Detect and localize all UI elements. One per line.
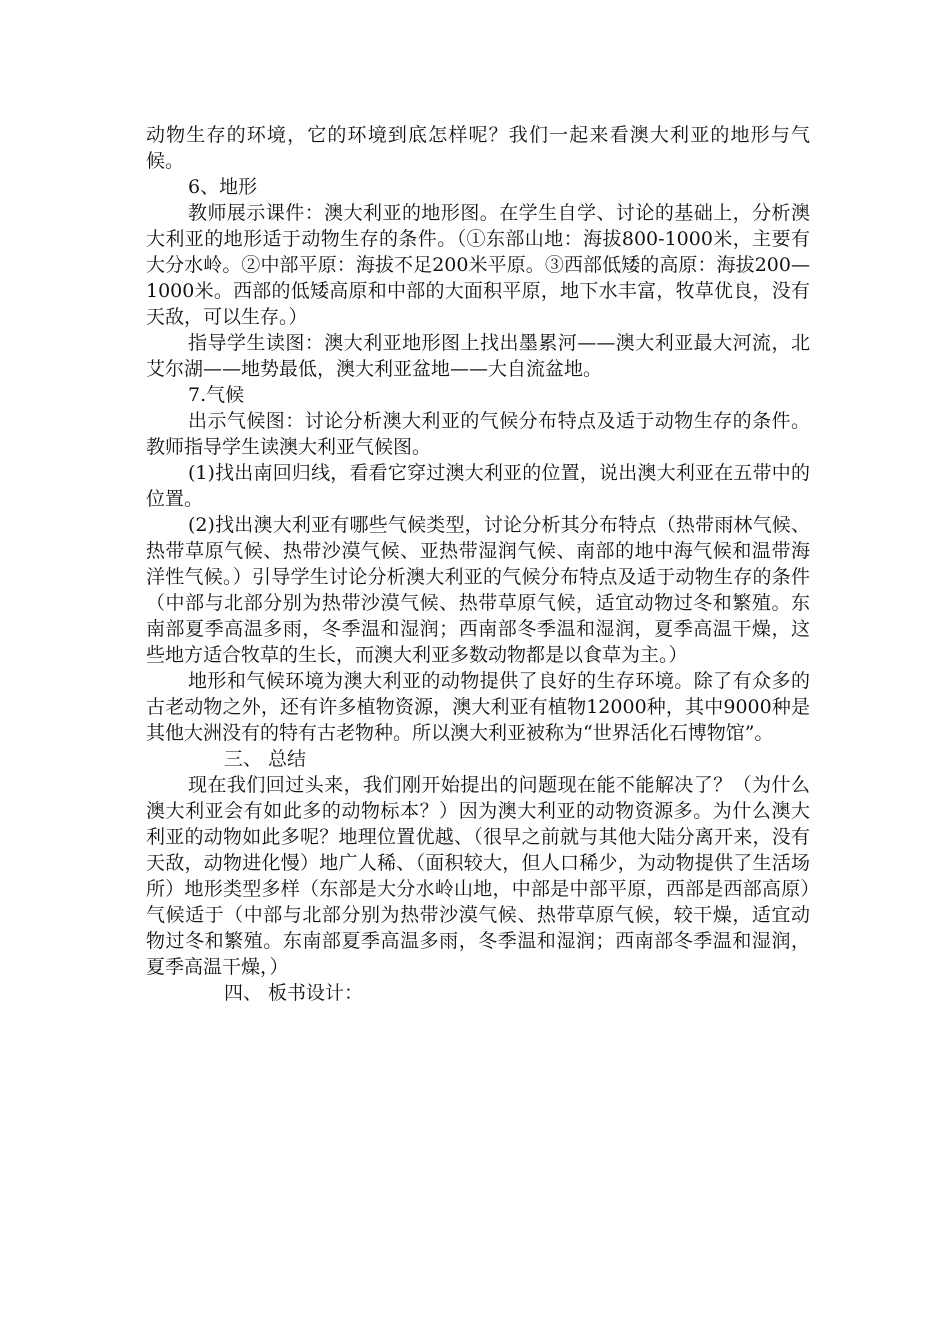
section-heading-board-design: 四、 板书设计：: [224, 982, 364, 1004]
heading-terrain: 6、地形: [188, 176, 258, 198]
paragraph-climate-step-2: (2)找出澳大利亚有哪些气候类型，讨论分析其分布特点（热带雨林气候、热带草原气候、热带沙漠气候、亚热带湿润气候、南部的地中海气候和温带海洋性气候。）引导学生讨论分析澳大利亚的气候分布特点及适于动物生存的条件（中部与北部分别为热带沙漠气候、热带草原气候，适宜动物过冬和繁殖。东南部夏季高温多雨，冬季温和湿润；西南部冬季温和湿润，夏季高温干燥，这些地方适合牧草的生长，而澳大利亚多数动物都是以食草为主。）: [146, 514, 810, 666]
paragraph-terrain-courseware: 教师展示课件：澳大利亚的地形图。在学生自学、讨论的基础上，分析澳大利亚的地形适于动物生存的条件。（①东部山地：海拔800-1000米，主要有大分水岭。②中部平原：海拔不足200米平原。③西部低矮的高原：海拔200—1000米。西部的低矮高原和中部的大面积平原，地下水丰富，牧草优良，没有天敌，可以生存。）: [146, 202, 810, 328]
paragraph-summary: 现在我们回过头来，我们刚开始提出的问题现在能不能解决了？（为什么澳大利亚会有如此多的动物标本？）因为澳大利亚的动物资源多。为什么澳大利亚的动物如此多呢？地理位置优越、（很早之前就与其他大陆分离开来，没有天敌，动物进化慢）地广人稀、（面积较大，但人口稀少，为动物提供了生活场所）地形类型多样（东部是大分水岭山地，中部是中部平原，西部是西部高原）气候适于（中部与北部分别为热带沙漠气候、热带草原气候，较干燥，适宜动物过冬和繁殖。东南部夏季高温多雨，冬季温和湿润；西南部冬季温和湿润，夏季高温干燥，）: [146, 774, 810, 978]
paragraph-terrain-map-reading: 指导学生读图：澳大利亚地形图上找出墨累河——澳大利亚最大河流，北艾尔湖——地势最低，澳大利亚盆地——大自流盆地。: [146, 332, 810, 380]
document-body: [146, 122, 810, 1006]
paragraph-environment: 地形和气候环境为澳大利亚的动物提供了良好的生存环境。除了有众多的古老动物之外，还有许多植物资源，澳大利亚有植物12000种，其中9000种是其他大洲没有的特有古老物种。所以澳大利亚被称为“世界活化石博物馆”。: [146, 670, 810, 744]
paragraph-climate-step-1: (1)找出南回归线，看看它穿过澳大利亚的位置，说出澳大利亚在五带中的位置。: [146, 462, 810, 510]
section-heading-summary: 三、 总结: [224, 748, 307, 770]
paragraph-intro: 动物生存的环境，它的环境到底怎样呢？我们一起来看澳大利亚的地形与气候。: [146, 124, 810, 172]
paragraph-climate-map: 出示气候图：讨论分析澳大利亚的气候分布特点及适于动物生存的条件。教师指导学生读澳大利亚气候图。: [146, 410, 810, 458]
heading-climate: 7.气候: [188, 384, 245, 406]
